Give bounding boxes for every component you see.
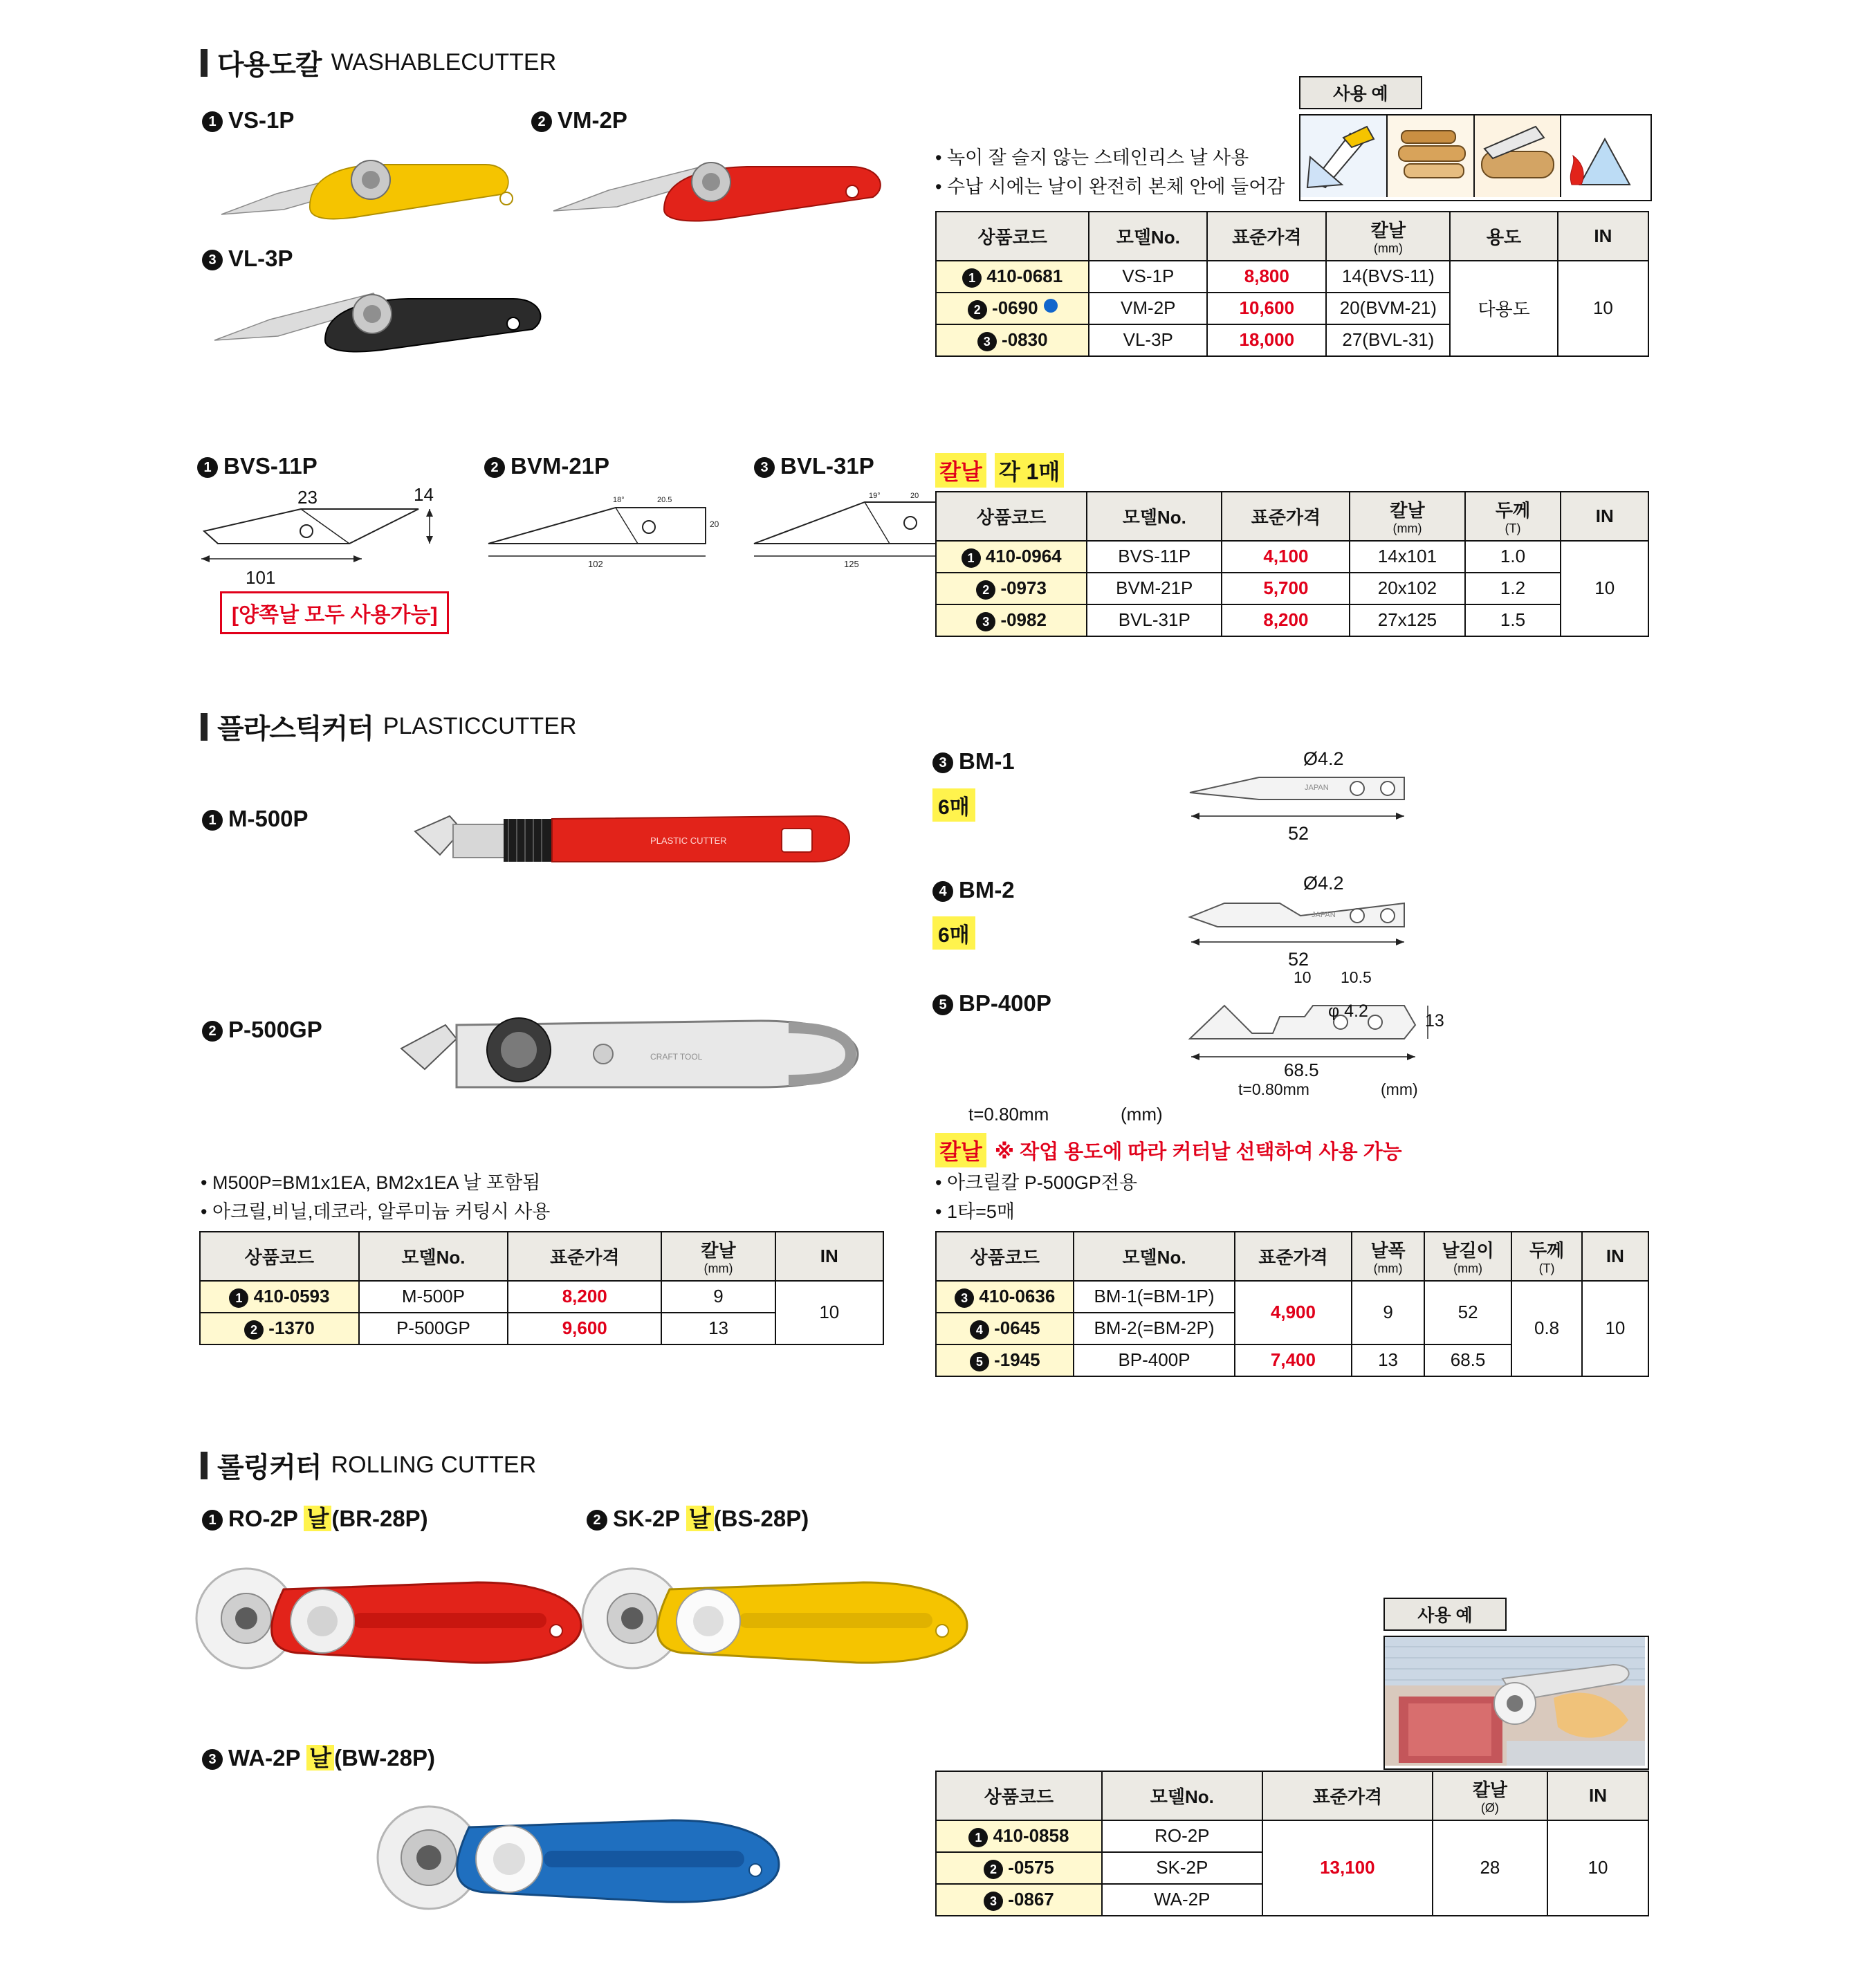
th-blade: 칼날 (Ø) <box>1433 1771 1547 1820</box>
product-label-bm1: 3 BM-1 <box>932 748 1015 775</box>
section-title-en: PLASTICCUTTER <box>383 713 577 739</box>
section-heading-rolling <box>201 1445 536 1485</box>
dim-bp-top2: 10.5 <box>1341 968 1372 986</box>
table-row: 2 -0973 BVM-21P 5,700 20x102 1.2 <box>936 573 1648 604</box>
cell-code: 1 410-0858 <box>936 1820 1102 1852</box>
notes-plastic-right: • 아크릴칼 P-500GP전용 • 1타=5매 <box>935 1169 1137 1227</box>
th-blade: 칼날 (mm) <box>1350 492 1464 541</box>
table-header-row: 상품코드 모델No. 표준가격 칼날 (mm) 용도 IN <box>936 212 1648 261</box>
product-image-p500gp <box>374 982 885 1120</box>
blade-qty: 각 1매 <box>995 453 1065 488</box>
table-row: 1 410-0964 BVS-11P 4,100 14x101 1.0 10 <box>936 541 1648 573</box>
th-length: 날길이 (mm) <box>1424 1232 1512 1281</box>
item-number: 2 <box>484 457 505 478</box>
section-title-en: WASHABLECUTTER <box>331 49 557 75</box>
dim-bm1-dia: Ø4.2 <box>1303 748 1344 769</box>
item-number: 3 <box>202 1749 223 1770</box>
dim-bp-top1: 10 <box>1294 968 1312 986</box>
section-title-ko: 플라스틱커터 <box>217 714 374 744</box>
cell-code: 2 -0575 <box>936 1852 1102 1884</box>
dim-bm2-len: 52 <box>1288 949 1309 970</box>
table-row: 3 410-0636 BM-1(=BM-1P) 4,900 9 52 0.8 10 <box>936 1281 1648 1313</box>
product-label-sk2p: 2 SK-2P 날 (BS-28P) <box>587 1501 809 1533</box>
svg-text:125: 125 <box>844 559 859 569</box>
notes-washable: • 녹이 잘 슬지 않는 스테인리스 날 사용 • 수납 시에는 날이 완전히 본체 안에 들어감 <box>935 144 1285 202</box>
svg-text:20: 20 <box>910 492 919 500</box>
spec-table-washable <box>935 211 1649 357</box>
item-number: 3 <box>932 752 953 773</box>
item-number: 1 <box>197 457 218 478</box>
table-header-row: 상품코드 모델No. 표준가격 칼날 (mm) 두께 (T) IN <box>936 492 1648 541</box>
blue-dot-icon <box>1044 299 1058 313</box>
svg-text:19°: 19° <box>869 492 881 500</box>
spec-table-blades <box>935 491 1649 637</box>
item-number: 3 <box>202 250 223 270</box>
dim-angle-23: 23 <box>297 487 318 508</box>
product-label-p500gp: 2 P-500GP <box>202 1017 322 1043</box>
table-header-row: 상품코드 모델No. 표준가격 날폭 (mm) 날길이 (mm) 두께 (T) IN <box>936 1232 1648 1281</box>
blade-badge-group <box>935 453 1064 488</box>
item-number: 4 <box>932 881 953 902</box>
th-blade: 칼날 (mm) <box>661 1232 775 1281</box>
item-number: 1 <box>202 1510 223 1531</box>
section-title-ko: 롤링커터 <box>217 1452 322 1483</box>
svg-text:PLASTIC CUTTER: PLASTIC CUTTER <box>650 835 727 846</box>
svg-text:CRAFT TOOL: CRAFT TOOL <box>650 1052 703 1062</box>
dim-bp-thickness-2: t=0.80mm <box>968 1104 1049 1125</box>
product-label-bvs11p: 1 BVS-11P <box>197 453 318 479</box>
dim-bp-unit: (mm) <box>1381 1080 1418 1098</box>
cell-code: 2 -1370 <box>200 1313 359 1344</box>
heading-bar <box>201 49 208 77</box>
product-label-bp400p: 5 BP-400P <box>932 990 1051 1017</box>
badge-bm2-qty: 6매 <box>932 916 975 950</box>
item-number: 2 <box>202 1021 223 1042</box>
product-image-m500p <box>387 788 872 899</box>
section-heading-washable <box>201 43 556 82</box>
table-row: 4 -0645 BM-2(=BM-2P) <box>936 1313 1648 1344</box>
cell-code: 4 -0645 <box>936 1313 1074 1344</box>
section-title-en: ROLLING CUTTER <box>331 1452 537 1478</box>
dim-height-14: 14 <box>414 484 434 505</box>
svg-text:18°: 18° <box>613 496 625 504</box>
table-row: 1 410-0681 VS-1P 8,800 14(BVS-11) 다용도 10 <box>936 261 1648 293</box>
svg-text:JAPAN: JAPAN <box>1305 784 1329 792</box>
product-image-sk2p <box>566 1549 995 1694</box>
table-row: 1 410-0858 RO-2P 13,100 28 10 <box>936 1820 1648 1852</box>
th-width: 날폭 (mm) <box>1352 1232 1424 1281</box>
heading-bar <box>201 713 208 741</box>
usage-image-rolling <box>1383 1636 1649 1770</box>
dim-bm1-len: 52 <box>1288 823 1309 844</box>
cell-code: 1 410-0681 <box>936 261 1089 293</box>
blade-selection-note: ※ 작업 용도에 따라 커터날 선택하여 사용 가능 <box>994 1140 1402 1163</box>
cell-code: 1 410-0964 <box>936 541 1087 573</box>
heading-bar <box>201 1452 208 1479</box>
svg-text:20.5: 20.5 <box>657 496 672 504</box>
spec-table-plastic-left <box>199 1231 884 1345</box>
badge-bm1-qty: 6매 <box>932 788 975 822</box>
table-row: 2 -1370 P-500GP 9,600 13 <box>200 1313 883 1344</box>
item-number: 5 <box>932 995 953 1015</box>
item-number: 3 <box>754 457 775 478</box>
product-label-wa2p: 3 WA-2P 날 (BW-28P) <box>202 1740 435 1773</box>
cell-code: 5 -1945 <box>936 1344 1074 1376</box>
spec-table-rolling <box>935 1771 1649 1916</box>
blade-word: 날 <box>306 1745 334 1771</box>
table-header-row: 상품코드 모델No. 표준가격 칼날 (Ø) IN <box>936 1771 1648 1820</box>
table-row: 3 -0867 WA-2P <box>936 1884 1648 1916</box>
cell-code: 3 -0830 <box>936 324 1089 356</box>
notes-plastic-left: • M500P=BM1x1EA, BM2x1EA 날 포함됨 • 아크릴,비닐,데코라, 알루미늄 커팅시 사용 <box>201 1169 550 1227</box>
usage-title-washable: 사용 예 <box>1299 76 1422 109</box>
dim-length-101: 101 <box>246 567 276 588</box>
blade-label: 칼날 <box>935 1133 986 1167</box>
cell-code: 1 410-0593 <box>200 1281 359 1313</box>
product-label-bm2: 4 BM-2 <box>932 877 1015 903</box>
item-number: 1 <box>202 810 223 831</box>
item-number: 2 <box>587 1510 607 1531</box>
section-title-ko: 다용도칼 <box>217 50 322 80</box>
item-number: 1 <box>202 111 223 132</box>
dim-bp-height: 13 <box>1425 1011 1444 1030</box>
product-label-vl3p: 3 VL-3P <box>202 246 293 272</box>
usage-images-washable <box>1299 114 1652 201</box>
spec-table-plastic-right <box>935 1231 1649 1377</box>
table-row: 5 -1945 BP-400P 7,400 13 68.5 <box>936 1344 1648 1376</box>
product-label-m500p: 1 M-500P <box>202 806 309 832</box>
table-row: 2 -0690 VM-2P 10,600 20(BVM-21) <box>936 293 1648 324</box>
cell-code: 2 -0690 <box>936 293 1089 324</box>
usage-title-rolling: 사용 예 <box>1383 1598 1507 1631</box>
product-image-vs1p <box>208 142 553 225</box>
blade-drawing-bvm21p <box>477 484 733 574</box>
item-number: 2 <box>531 111 552 132</box>
blade-word: 날 <box>304 1506 331 1531</box>
th-thickness: 두께 (T) <box>1511 1232 1581 1281</box>
th-blade: 칼날 (mm) <box>1326 212 1450 261</box>
svg-text:JAPAN: JAPAN <box>1312 911 1336 919</box>
svg-text:102: 102 <box>588 559 603 569</box>
product-image-vm2p <box>540 142 899 225</box>
product-label-bvm21p: 2 BVM-21P <box>484 453 609 479</box>
blade-label: 칼날 <box>935 453 986 488</box>
svg-text:20: 20 <box>710 519 719 529</box>
dim-bp-dia: φ 4.2 <box>1328 1001 1368 1021</box>
table-row: 3 -0982 BVL-31P 8,200 27x125 1.5 <box>936 604 1648 636</box>
cell-code: 3 410-0636 <box>936 1281 1074 1313</box>
dim-bp-len: 68.5 <box>1284 1060 1319 1080</box>
product-label-bvl31p: 3 BVL-31P <box>754 453 874 479</box>
table-header-row: 상품코드 모델No. 표준가격 칼날 (mm) IN <box>200 1232 883 1281</box>
product-image-wa2p <box>360 1784 802 1937</box>
product-image-ro2p <box>180 1549 609 1694</box>
product-label-vm2p: 2 VM-2P <box>531 107 627 133</box>
table-row: 2 -0575 SK-2P <box>936 1852 1648 1884</box>
product-label-vs1p: 1 VS-1P <box>202 107 294 133</box>
dim-bm2-dia: Ø4.2 <box>1303 873 1344 894</box>
blade-word: 날 <box>686 1506 714 1531</box>
th-thickness: 두께 (T) <box>1465 492 1561 541</box>
dim-bp-thickness: t=0.80mm <box>1238 1080 1309 1098</box>
table-row: 3 -0830 VL-3P 18,000 27(BVL-31) <box>936 324 1648 356</box>
blade-note-group <box>935 1133 1402 1167</box>
product-label-ro2p: 1 RO-2P 날 (BR-28P) <box>202 1501 428 1533</box>
product-image-vl3p <box>208 277 553 360</box>
cell-code: 2 -0973 <box>936 573 1087 604</box>
note-both-sides: [양쪽날 모두 사용가능] <box>220 591 449 634</box>
cell-code: 3 -0867 <box>936 1884 1102 1916</box>
section-heading-plastic <box>201 707 576 746</box>
cell-code: 3 -0982 <box>936 604 1087 636</box>
table-row: 1 410-0593 M-500P 8,200 9 10 <box>200 1281 883 1313</box>
dim-bp-unit-2: (mm) <box>1121 1104 1163 1125</box>
